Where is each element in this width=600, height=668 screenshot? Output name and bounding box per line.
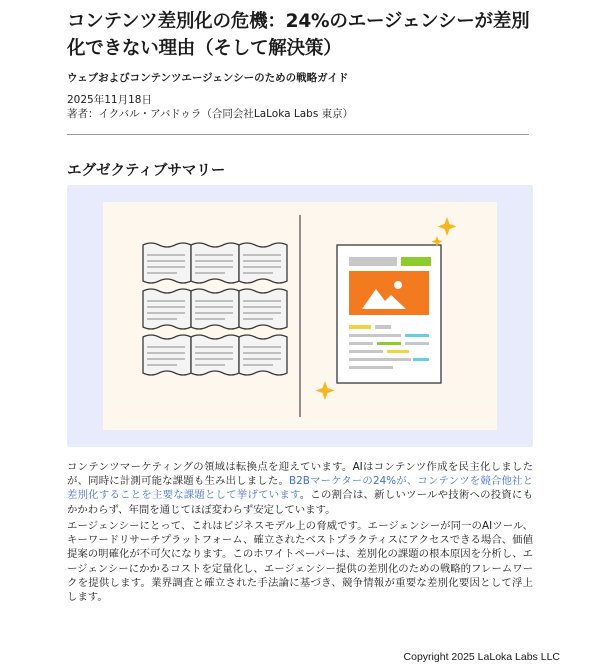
document-title: コンテンツ差別化の危機：24%のエージェンシーが差別化できない理由（そして解決策） bbox=[67, 11, 530, 59]
statistic-link[interactable]: B2Bマーケターの24%が、コンテンツを競合他社と差別化することを主要な課題として挙げています bbox=[67, 475, 534, 502]
intro-text: コンテンツマーケティングの領域は転換点を迎えています。AIはコンテンツ作成を民主化しましたが、同時に計測可能な課題も生み出しました。 bbox=[67, 461, 533, 488]
section-title: エグゼクティブサマリー bbox=[67, 163, 226, 179]
publication-date: 2025年11月18日 bbox=[67, 94, 152, 106]
paragraph-intro bbox=[67, 460, 533, 517]
document-subtitle: ウェブおよびコンテンツエージェンシーのための戦略ガイド bbox=[67, 72, 349, 84]
footer-copyright: Copyright 2025 LaLoka Labs LLC bbox=[403, 651, 560, 663]
author-line: 著者：イクバル・アバドゥラ（合同会社LaLoka Labs 東京） bbox=[67, 108, 354, 120]
paragraph-agency-threat: エージェンシーにとって、これはビジネスモデル上の脅威です。エージェンシーが同一のAIツール、キーワードリサーチプラットフォーム、確立されたベストプラクティスにアクセスできる場合、価値提案の明確化が不可欠になります。このホワイトペーパーは、差別化の課題の根本原因を分析し、エージェンシーにかかるコストを定量化し、エージェンシー提供の差別化のための戦略的フレームワークを提供します。業界調査と確立された手法論に基づき、競争情報が重要な差別化要因として浮上します。 bbox=[67, 520, 533, 604]
highlighted-article-icon bbox=[337, 245, 441, 383]
divider bbox=[67, 134, 529, 135]
stacked-newspapers-icon bbox=[143, 243, 287, 375]
illustration-graphic bbox=[67, 185, 533, 447]
intro-text-cont: 。この割合は、新しいツールや技術への投資にもかかわらず、年間を通じてほぼ変わらず安定しています。 bbox=[67, 489, 533, 516]
illustration bbox=[67, 185, 533, 447]
